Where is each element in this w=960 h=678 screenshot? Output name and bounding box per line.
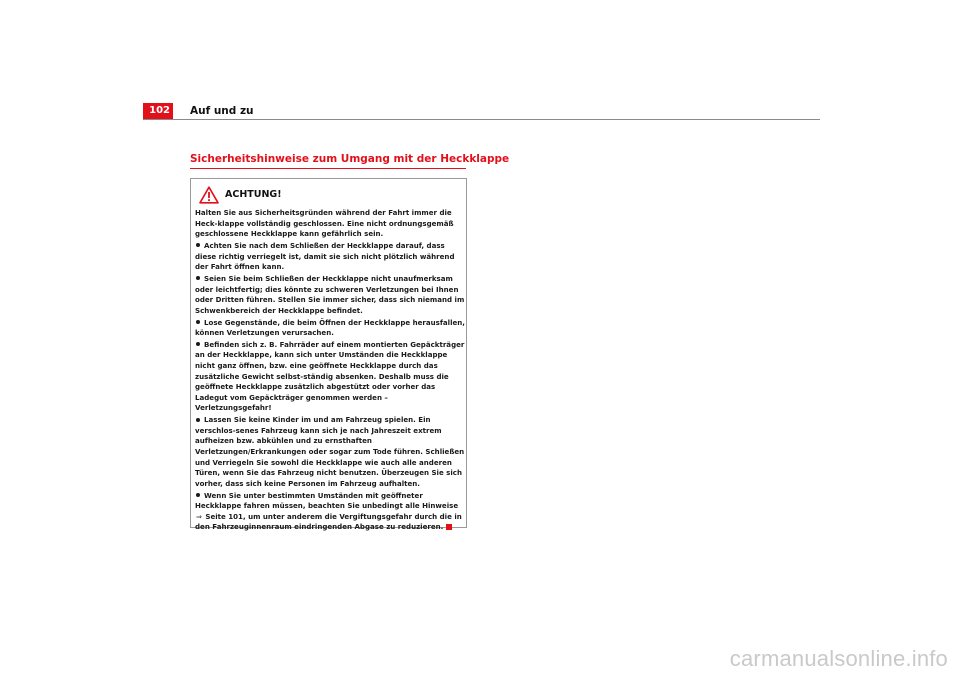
warning-title: ACHTUNG!: [225, 189, 282, 200]
bullet-icon: [196, 418, 200, 422]
warning-bullet: Wenn Sie unter bestimmten Umständen mit geöffneter Heckklappe fahren müssen, beachten Sie unbedingt alle Hinweise ⇒ Seite 101, um unter anderem die Vergiftungsgefahr durch die in den Fahrzeuginnenraum eindringenden Abgase zu reduzieren.: [195, 490, 462, 532]
section-divider: [190, 168, 466, 169]
warning-triangle-icon: [199, 186, 219, 204]
warning-bullet: Lose Gegenstände, die beim Öffnen der Heckklappe herausfallen, können Verletzungen verursachen.: [195, 317, 465, 338]
warning-bullet: Lassen Sie keine Kinder im und am Fahrzeug spielen. Ein verschlos-senes Fahrzeug kann sich je nach Jahreszeit extrem aufheizen bzw. abkühlen und zu ernsthaften Verletzungen/Erkrankungen oder sogar zum Tode führen. Schließen und Verriegeln Sie sowohl die Heckklappe wie auch alle anderen Türen, wenn Sie das Fahrzeug nicht benutzen. Überzeugen Sie sich vorher, dass sich keine Personen im Fahrzeug aufhalten.: [195, 415, 465, 488]
bullet-icon: [196, 342, 200, 346]
section-title: Sicherheitshinweise zum Umgang mit der Heckklappe: [190, 153, 510, 165]
warning-body: [195, 208, 465, 534]
warning-bullet: Achten Sie nach dem Schließen der Heckklappe darauf, dass diese richtig verriegelt ist, damit sie sich nicht plötzlich während der Fahrt öffnen kann.: [195, 240, 455, 272]
warning-bullet: Befinden sich z. B. Fahrräder auf einem montierten Gepäckträger an der Heckklappe, kann sich unter Umständen die Heckklappe nicht ganz öffnen, bzw. eine geöffnete Heckklappe durch das zusätzliche Gewicht selbst-ständig absenken. Deshalb muss die geöffnete Heckklappe zusätzlich abgestützt oder vorher das Ladegut vom Gepäckträger genommen werden – Verletzungsgefahr!: [195, 339, 465, 413]
section-end-icon: [446, 524, 452, 530]
warning-intro: Halten Sie aus Sicherheitsgründen während der Fahrt immer die Heck-klappe vollständig geschlossen. Eine nicht ordnungsgemäß geschlossene Heckklappe kann gefährlich sein.: [195, 208, 454, 239]
page-reference-link[interactable]: Seite 101: [205, 511, 243, 521]
bullet-icon: [196, 243, 200, 247]
bullet-icon: [196, 320, 200, 324]
bullet-icon: [196, 493, 200, 497]
page-number: 102: [143, 103, 173, 119]
warning-box: [190, 178, 467, 532]
header-divider: [143, 119, 820, 120]
bullet-icon: [196, 276, 200, 280]
warning-header: [199, 185, 282, 205]
chapter-title: Auf und zu: [190, 105, 254, 117]
watermark: carmanualsonline.info: [729, 646, 948, 671]
arrow-right-icon: ⇒: [196, 511, 202, 521]
warning-bullet: Seien Sie beim Schließen der Heckklappe nicht unaufmerksam oder leichtfertig; dies könnte zu schweren Verletzungen bei Ihnen oder Dritten führen. Stellen Sie immer sicher, dass sich niemand im Schwenkbereich der Heckklappe befindet.: [195, 273, 465, 315]
